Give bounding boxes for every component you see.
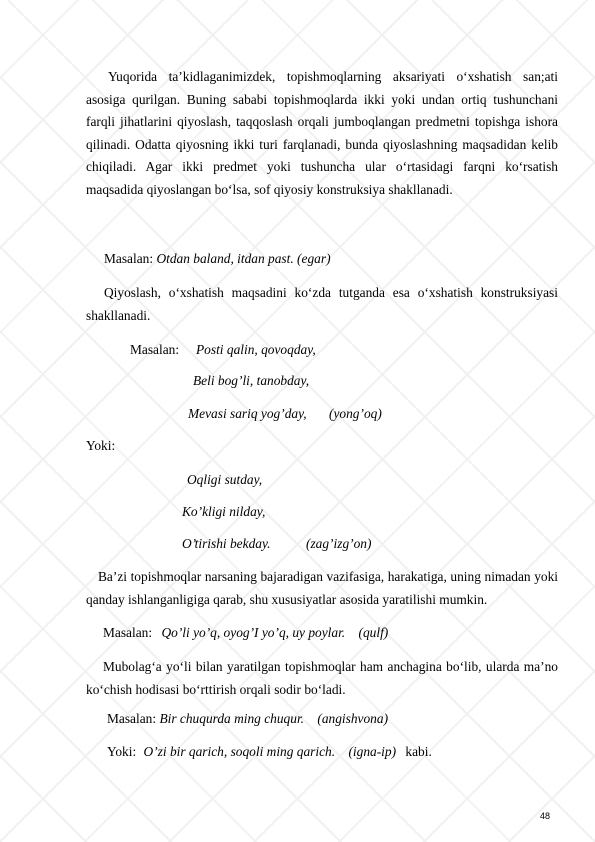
example-label: Masalan: — [103, 625, 153, 640]
paragraph-3: Ba’zi topishmoqlar narsaning bajaradigan vazifasiga, harakatiga, uning nimadan yoki qanday ishlanganligiga qarab, shu xususiyatlar asosida yaratilishi mumkin. — [86, 569, 558, 607]
riddle-line: Mevasi sariq yog’day, — [188, 406, 307, 421]
riddle-answer: (igna-ip) — [348, 744, 397, 759]
example-1 — [104, 251, 331, 267]
riddle-answer: (angishvona) — [317, 711, 389, 726]
example-2-label: Masalan: — [130, 342, 180, 357]
example-text: Otdan baland, itdan past. (egar) — [156, 251, 331, 266]
page-number: 48 — [540, 811, 551, 821]
example-5 — [107, 711, 388, 727]
example-text: O’zi bir qarich, soqoli ming qarich. — [143, 744, 336, 759]
example-text: Bir chuqurda ming chuqur. — [159, 711, 305, 726]
riddle-line: Ko’kligi nilday, — [182, 504, 266, 519]
example-4 — [103, 625, 388, 641]
yoki-label: Yoki: — [86, 438, 116, 453]
example-6 — [107, 744, 432, 760]
example-label: Masalan: — [104, 251, 154, 266]
riddle-answer: (qulf) — [358, 625, 389, 640]
riddle-line: O’tirishi bekday. — [182, 536, 271, 551]
example-text: Qo’li yo’q, oyog’I yo’q, uy poylar. — [161, 625, 346, 640]
riddle-answer: (zag’izg’on) — [306, 536, 372, 551]
paragraph-4: Mubolag‘a yo‘li bilan yaratilgan topishmoqlar ham anchagina bo‘lib, ularda ma’no ko‘chish hodisasi bo‘rttirish orqali sodir bo‘ladi. — [86, 659, 558, 697]
paragraph-1: Yuqorida ta’kidlaganimizdek, topishmoqlarning aksariyati o‘xshatish san;ati asosiga qurilgan. Buning sababi topishmoqlarda ikki yoki undan ortiq tushunchani farqli jihatlarini qiyoslash, taqqoslash orqali jumboqlangan predmetni topishga ishora qilinadi. Odatta qiyosning ikki turi farqlanadi, bunda qiyoslashning maqsadidan kelib chiqiladi. Agar ikki predmet yoki tushuncha ular o‘rtasidagi farqni ko‘rsatish maqsadida qiyoslangan bo‘lsa, sof qiyosiy konstruksiya shakllanadi. — [86, 69, 558, 197]
closing-word: kabi. — [405, 744, 432, 759]
example-label: Masalan: — [107, 711, 157, 726]
riddle-line: Beli bog’li, tanobday, — [193, 373, 310, 388]
riddle-line: Oqligi sutday, — [187, 472, 263, 487]
riddle-answer: (yong’oq) — [329, 406, 382, 421]
paragraph-2: Qiyoslash, o‘xshatish maqsadini ko‘zda tutganda esa o‘xshatish konstruksiyasi shakllanadi. — [86, 285, 558, 323]
example-label: Yoki: — [107, 744, 137, 759]
riddle-line: Posti qalin, qovoqday, — [196, 342, 316, 357]
